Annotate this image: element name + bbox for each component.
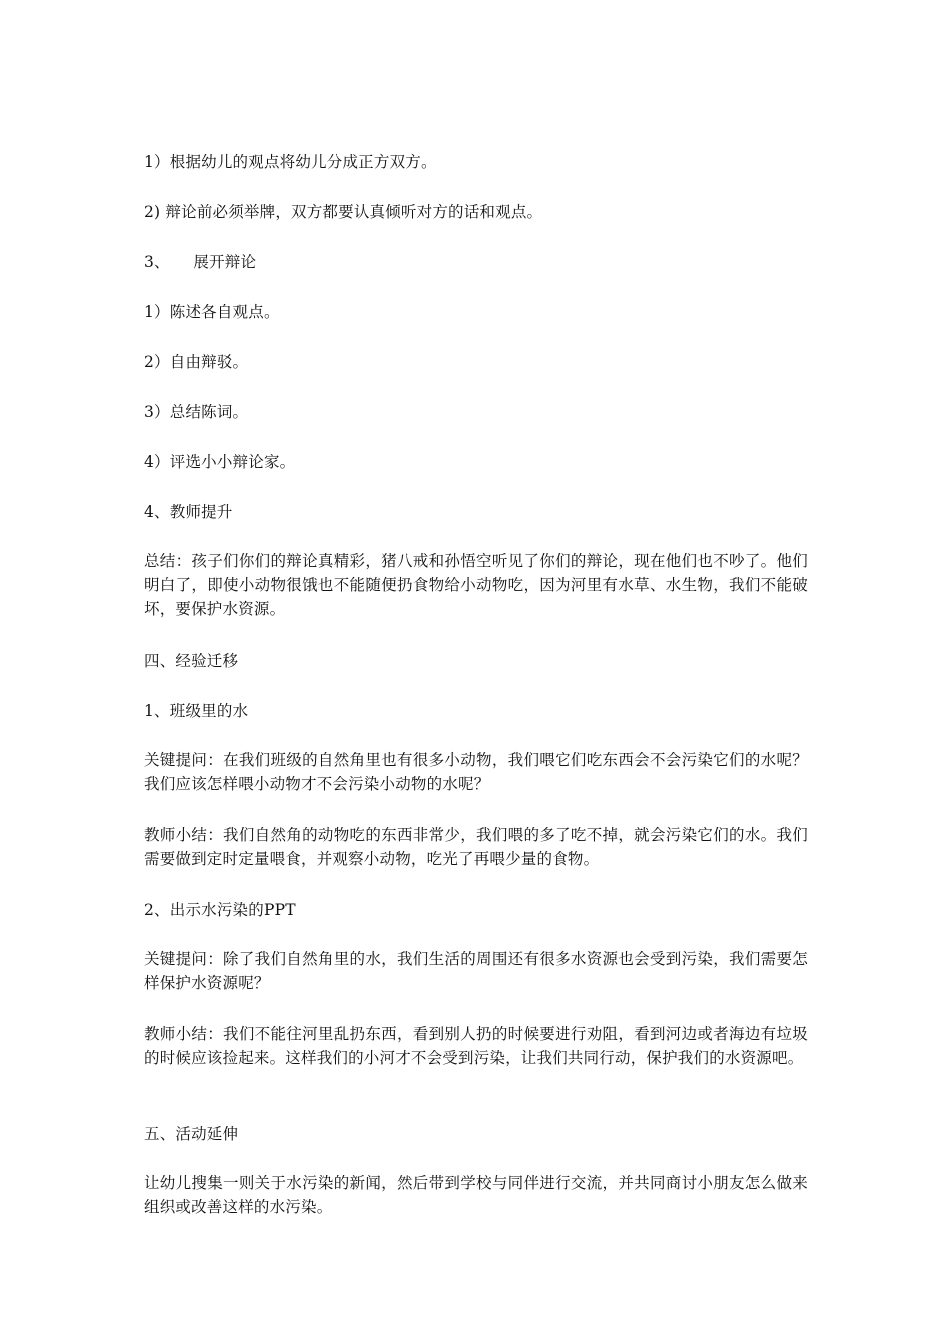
heading-class-water: 1、班级里的水: [144, 702, 249, 720]
heading-show-ppt: 2、出示水污染的PPT: [144, 901, 296, 919]
paragraph-closing-statement: 3）总结陈词。: [144, 403, 249, 421]
paragraph-select-debater: 4）评选小小辩论家。: [144, 453, 296, 471]
paragraph-debate-rule: 2) 辩论前必须举牌，双方都要认真倾听对方的话和观点。: [144, 203, 543, 221]
paragraph-teacher-conclusion-2: 教师小结：我们不能往河里乱扔东西，看到别人扔的时候要进行劝阻，看到河边或者海边有垃圾的时候应该捡起来。这样我们的小河才不会受到污染，让我们共同行动，保护我们的水资源吧。: [144, 1025, 808, 1067]
paragraph-extension-task: 让幼儿搜集一则关于水污染的新闻，然后带到学校与同伴进行交流，并共同商讨小朋友怎么做来组织或改善这样的水污染。: [144, 1174, 808, 1216]
heading-start-debate: 3、 展开辩论: [144, 253, 257, 271]
heading-experience-transfer: 四、经验迁移: [144, 652, 239, 670]
paragraph-state-views: 1）陈述各自观点。: [144, 303, 280, 321]
paragraph-summary: 总结：孩子们你们的辩论真精彩，猪八戒和孙悟空听见了你们的辩论，现在他们也不吵了。他们明白了，即使小动物很饿也不能随便扔食物给小动物吃，因为河里有水草、水生物，我们不能破坏，要保护水资源。: [144, 552, 808, 618]
paragraph-grouping-step: 1）根据幼儿的观点将幼儿分成正方双方。: [144, 153, 437, 171]
paragraph-key-question-2: 关键提问：除了我们自然角里的水，我们生活的周围还有很多水资源也会受到污染，我们需要怎样保护水资源呢？: [144, 950, 808, 992]
paragraph-free-rebuttal: 2）自由辩驳。: [144, 353, 249, 371]
paragraph-teacher-conclusion-1: 教师小结：我们自然角的动物吃的东西非常少，我们喂的多了吃不掉，就会污染它们的水。我们需要做到定时定量喂食，并观察小动物，吃光了再喂少量的食物。: [144, 826, 808, 868]
heading-activity-extension: 五、活动延伸: [144, 1125, 239, 1143]
heading-teacher-summary: 4、教师提升: [144, 503, 233, 521]
paragraph-key-question-1: 关键提问：在我们班级的自然角里也有很多小动物，我们喂它们吃东西会不会污染它们的水呢？我们应该怎样喂小动物才不会污染小动物的水呢？: [144, 751, 808, 793]
